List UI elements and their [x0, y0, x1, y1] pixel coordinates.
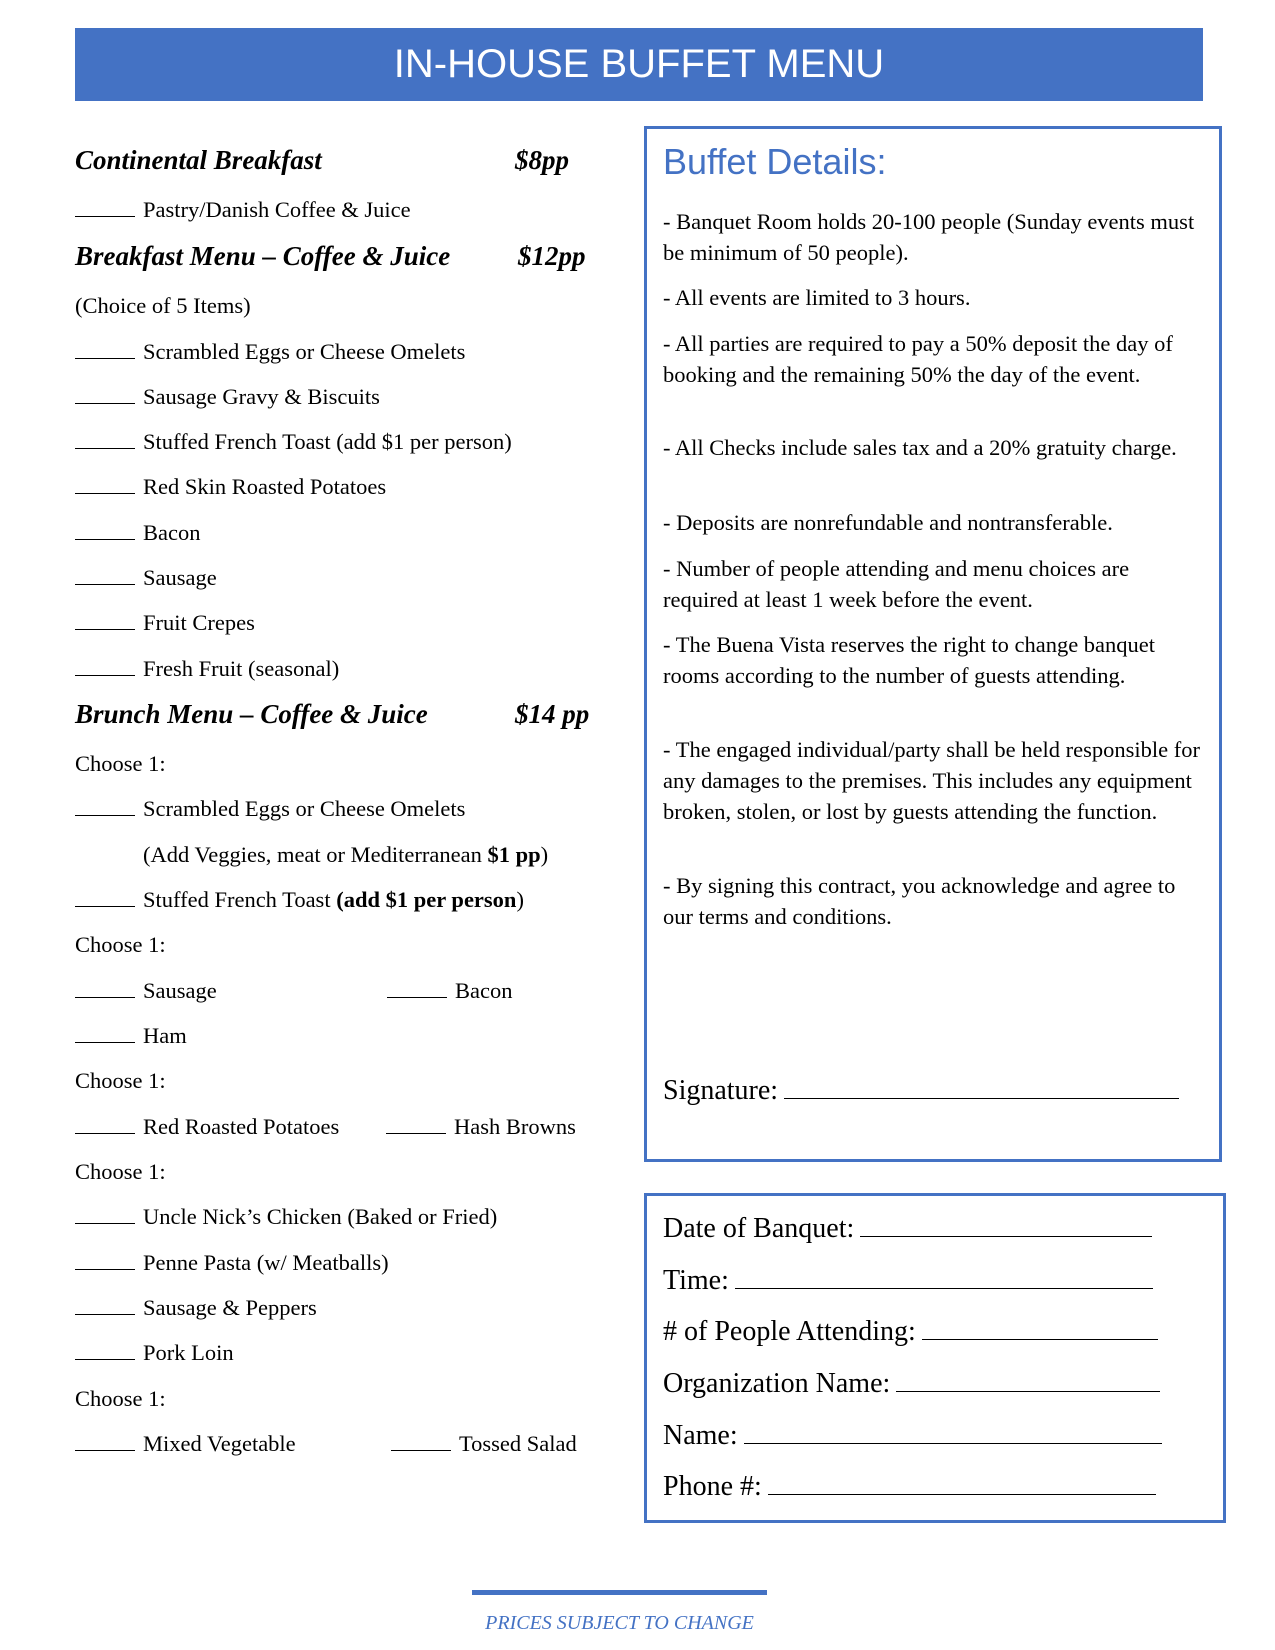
rule-item: - The engaged individual/party shall be held responsible for any damages to the premises. This includes any equipment broken, stolen, or lost by guests attending the function.: [663, 737, 1200, 824]
menu-item: Tossed Salad: [391, 1431, 577, 1457]
section-continental: [75, 145, 635, 176]
menu-item: Pork Loin: [75, 1340, 234, 1366]
rule-item: - By signing this contract, you acknowledge and agree to our terms and conditions.: [663, 873, 1176, 929]
people-line[interactable]: [922, 1315, 1158, 1340]
choose-label: Choose 1:: [75, 1159, 166, 1184]
section-brunch: [75, 699, 635, 730]
signature-field: [663, 1074, 1179, 1107]
menu-item: Stuffed French Toast (add $1 per person): [75, 887, 524, 913]
menu-item: Scrambled Eggs or Cheese Omelets: [75, 796, 465, 822]
checkbox-blank[interactable]: [75, 521, 135, 540]
checkbox-blank[interactable]: [75, 340, 135, 359]
menu-item: Red Skin Roasted Potatoes: [75, 474, 386, 500]
section-breakfast: [75, 241, 635, 272]
menu-item: Red Roasted Potatoes: [75, 1114, 339, 1140]
section-price: $12pp: [518, 241, 586, 271]
menu-item: Bacon: [75, 520, 200, 546]
section-price: $8pp: [515, 145, 569, 175]
section-title: Breakfast Menu – Coffee & Juice: [75, 241, 451, 271]
time-line[interactable]: [735, 1264, 1153, 1289]
checkbox-blank[interactable]: [75, 1432, 135, 1451]
menu-item: Bacon: [387, 978, 512, 1004]
checkbox-blank[interactable]: [75, 888, 135, 907]
menu-item: Sausage: [75, 565, 217, 591]
checkbox-blank[interactable]: [75, 475, 135, 494]
menu-item: Stuffed French Toast (add $1 per person): [75, 429, 512, 455]
organization-line[interactable]: [896, 1367, 1160, 1392]
rule-item: - Banquet Room holds 20-100 people (Sunday events must be minimum of 50 people).: [663, 209, 1195, 265]
time-field: Time:: [663, 1264, 1153, 1297]
rule-item: - Number of people attending and menu choices are required at least 1 week before the event.: [663, 556, 1130, 612]
menu-item: Fresh Fruit (seasonal): [75, 656, 339, 682]
menu-item: Ham: [75, 1023, 187, 1049]
checkbox-blank[interactable]: [386, 1115, 446, 1134]
checkbox-blank[interactable]: [75, 566, 135, 585]
date-line[interactable]: [860, 1212, 1152, 1237]
menu-item-addon: (Add Veggies, meat or Mediterranean $1 pp): [143, 842, 549, 867]
checkbox-blank[interactable]: [75, 611, 135, 630]
checkbox-blank[interactable]: [75, 1115, 135, 1134]
menu-item: Uncle Nick’s Chicken (Baked or Fried): [75, 1204, 497, 1230]
rule-item: - All Checks include sales tax and a 20% gratuity charge.: [663, 435, 1177, 460]
name-line[interactable]: [744, 1419, 1162, 1444]
signature-line[interactable]: [784, 1074, 1179, 1099]
section-title: Continental Breakfast: [75, 145, 322, 175]
date-field: Date of Banquet:: [663, 1212, 1152, 1245]
choose-label: Choose 1:: [75, 751, 166, 776]
section-note: (Choice of 5 Items): [75, 293, 251, 318]
section-title: Brunch Menu – Coffee & Juice: [75, 699, 428, 729]
page-title: IN-HOUSE BUFFET MENU: [75, 28, 1203, 101]
menu-item: Mixed Vegetable: [75, 1431, 296, 1457]
section-price: $14 pp: [515, 699, 590, 729]
checkbox-blank[interactable]: [75, 1024, 135, 1043]
checkbox-blank[interactable]: [75, 979, 135, 998]
menu-item: Penne Pasta (w/ Meatballs): [75, 1250, 389, 1276]
name-field: Name:: [663, 1419, 1162, 1452]
checkbox-blank[interactable]: [387, 979, 447, 998]
checkbox-blank[interactable]: [75, 797, 135, 816]
checkbox-blank[interactable]: [75, 1341, 135, 1360]
checkbox-blank[interactable]: [391, 1432, 451, 1451]
buffet-details-box: [644, 126, 1222, 1162]
footer-note: PRICES SUBJECT TO CHANGE: [485, 1612, 754, 1634]
phone-line[interactable]: [768, 1470, 1156, 1495]
organization-field: Organization Name:: [663, 1367, 1160, 1400]
checkbox-blank[interactable]: [75, 430, 135, 449]
menu-item: Scrambled Eggs or Cheese Omelets: [75, 339, 465, 365]
menu-item: Hash Browns: [386, 1114, 576, 1140]
checkbox-blank[interactable]: [75, 198, 135, 217]
rule-item: - The Buena Vista reserves the right to change banquet rooms according to the number of guests attending.: [663, 632, 1156, 688]
phone-field: Phone #:: [663, 1470, 1156, 1503]
rule-item: - Deposits are nonrefundable and nontransferable.: [663, 510, 1113, 535]
choose-label: Choose 1:: [75, 1068, 166, 1093]
footer-divider: [472, 1590, 767, 1595]
menu-item: Sausage & Peppers: [75, 1295, 317, 1321]
signature-label: Signature:: [663, 1075, 779, 1106]
rule-item: - All parties are required to pay a 50% deposit the day of booking and the remaining 50% the day of the event.: [663, 331, 1173, 387]
banquet-info-box: [644, 1193, 1226, 1523]
people-field: # of People Attending:: [663, 1315, 1158, 1348]
choose-label: Choose 1:: [75, 932, 166, 957]
choose-label: Choose 1:: [75, 1386, 166, 1411]
rule-item: - All events are limited to 3 hours.: [663, 285, 971, 310]
menu-item: Fruit Crepes: [75, 610, 255, 636]
menu-item: Sausage: [75, 978, 217, 1004]
checkbox-blank[interactable]: [75, 1205, 135, 1224]
checkbox-blank[interactable]: [75, 1251, 135, 1270]
checkbox-blank[interactable]: [75, 657, 135, 676]
details-title: Buffet Details:: [663, 141, 887, 182]
checkbox-blank[interactable]: [75, 1296, 135, 1315]
menu-item: Sausage Gravy & Biscuits: [75, 384, 380, 410]
checkbox-blank[interactable]: [75, 385, 135, 404]
menu-item: Pastry/Danish Coffee & Juice: [75, 197, 411, 223]
